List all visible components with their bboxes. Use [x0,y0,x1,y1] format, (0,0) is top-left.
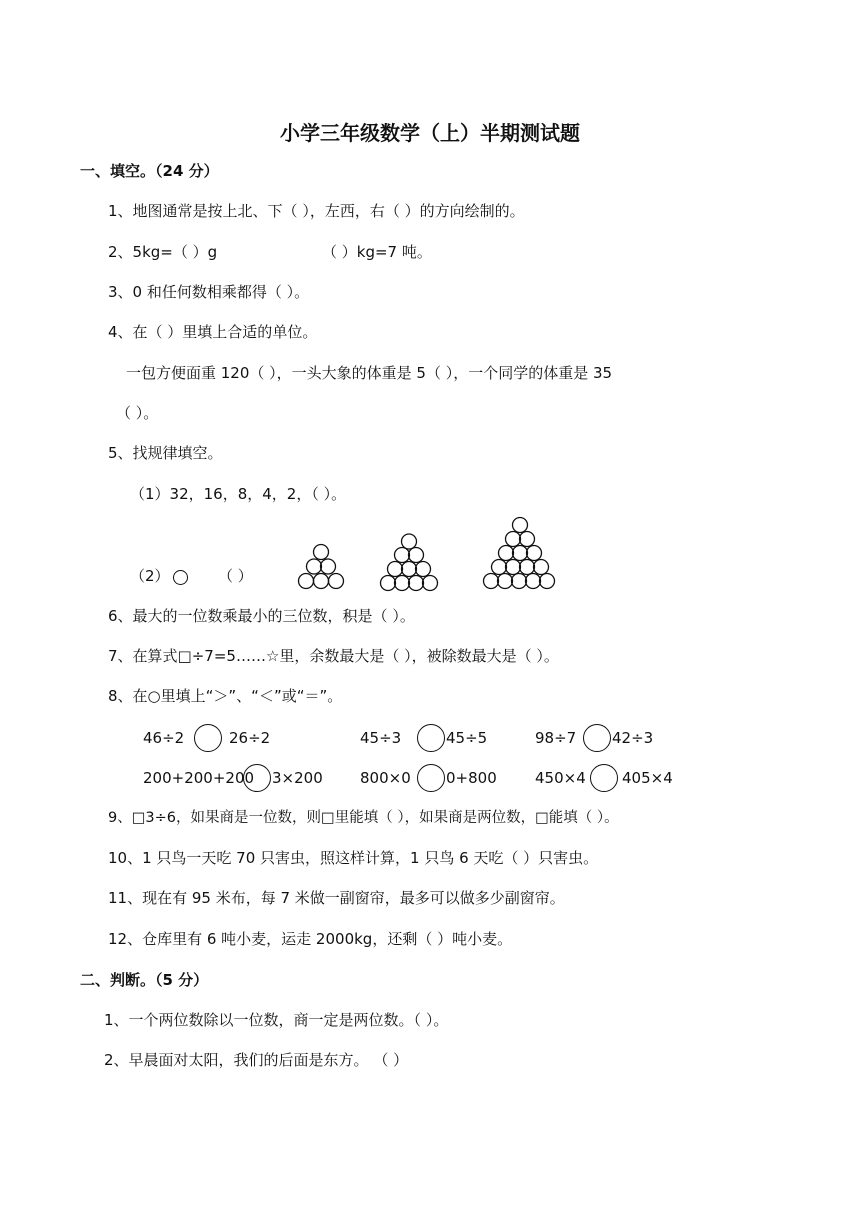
question-4-line1: 一包方便面重 120（ ），一头大象的体重是 5（ ），一个同学的体重是 35 [126,364,613,382]
question-8: 8、在○里填上“＞”、“＜”或“＝”。 [108,687,343,705]
compare-2-left: 45÷3 [360,729,402,747]
compare-6-left: 450×4 [535,769,586,787]
compare-5-left: 800×0 [360,769,411,787]
question-4: 4、在（ ）里填上合适的单位。 [108,323,318,341]
question-3: 3、0 和任何数相乘都得（ ）。 [108,283,310,301]
section-true-false: 二、判断。（5 分） [80,971,209,989]
compare-3-right: 42÷3 [612,729,654,747]
question-1: 1、地图通常是按上北、下（ ），左西，右（ ）的方向绘制的。 [108,202,525,220]
question-6: 6、最大的一位数乘最小的三位数，积是（ ）。 [108,607,415,625]
question-4-line2: （ ）。 [116,404,159,422]
question-5-part2-blank: （ ） [218,567,253,585]
question-2b: （ ）kg=7 吨。 [322,243,432,261]
pattern-circle-1 [173,570,188,585]
pattern-triangle-3-rows [296,543,352,591]
question-5-part2-label: （2） [130,567,170,585]
compare-circle-1[interactable] [194,724,222,752]
compare-circle-5[interactable] [417,764,445,792]
judge-1: 1、一个两位数除以一位数，商一定是两位数。（ ）。 [104,1011,449,1029]
question-2a: 2、5kg=（ ）g [108,243,218,261]
question-12: 12、仓库里有 6 吨小麦，运走 2000kg，还剩（ ）吨小麦。 [108,930,513,948]
question-10: 10、1 只鸟一天吃 70 只害虫，照这样计算，1 只鸟 6 天吃（ ）只害虫。 [108,849,599,867]
compare-6-right: 405×4 [622,769,673,787]
compare-circle-4[interactable] [243,764,271,792]
page-title: 小学三年级数学（上）半期测试题 [280,121,580,145]
compare-circle-3[interactable] [583,724,611,752]
compare-4-left: 200+200+200 [143,769,255,787]
question-7: 7、在算式□÷7=5……☆里，余数最大是（ ），被除数最大是（ ）。 [108,647,559,665]
compare-2-right: 45÷5 [446,729,488,747]
compare-1-right: 26÷2 [229,729,271,747]
question-5: 5、找规律填空。 [108,444,223,462]
judge-2: 2、早晨面对太阳，我们的后面是东方。 （ ） [104,1051,409,1069]
compare-circle-6[interactable] [590,764,618,792]
question-11: 11、现在有 95 米布，每 7 米做一副窗帘，最多可以做多少副窗帘。 [108,889,565,907]
compare-1-left: 46÷2 [143,729,185,747]
pattern-triangle-4-rows [378,533,448,593]
compare-circle-2[interactable] [417,724,445,752]
pattern-triangle-5-rows [480,515,566,593]
compare-4-right: 3×200 [272,769,323,787]
section-fill-blank: 一、填空。（24 分） [80,162,219,180]
question-5-part1: （1）32，16，8，4，2，（ ）。 [130,485,347,503]
question-9: 9、□3÷6，如果商是一位数，则□里能填（ ），如果商是两位数，□能填（ ）。 [108,810,619,826]
compare-3-left: 98÷7 [535,729,577,747]
compare-5-right: 0+800 [446,769,497,787]
